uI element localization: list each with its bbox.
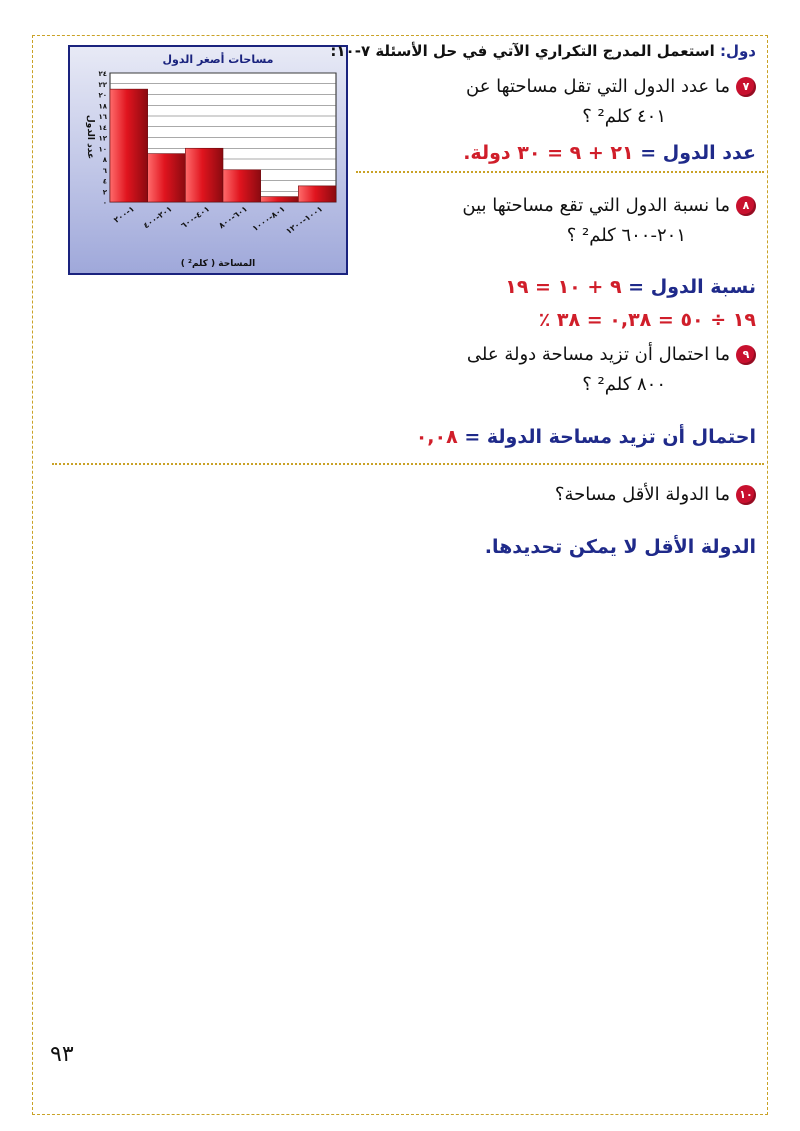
chart-title: مساحات أصغر الدول xyxy=(162,53,274,66)
question-9 xyxy=(467,340,756,400)
bar xyxy=(261,197,299,202)
page-number: ٩٣ xyxy=(50,1042,74,1067)
x-tick-label: ٨٠١-١٠٠٠ xyxy=(250,204,287,234)
y-axis-label: عدد الدول xyxy=(85,114,95,160)
question-7-line1: ما عدد الدول التي تقل مساحتها عن xyxy=(466,76,730,97)
histogram-svg xyxy=(68,45,348,275)
separator-2 xyxy=(52,463,764,465)
bar xyxy=(110,89,148,202)
question-9-badge: ٩ xyxy=(736,345,756,365)
answer-8-b: ١٩ ÷ ٥٠ = ٠,٣٨ = ٣٨ ٪ xyxy=(538,309,756,331)
separator-1 xyxy=(356,171,764,173)
y-tick-label: ١٠ xyxy=(98,145,107,154)
question-7 xyxy=(466,72,756,132)
question-9-line2: ٨٠٠ كلم² ؟ xyxy=(582,374,666,395)
question-10-line1: ما الدولة الأقل مساحة؟ xyxy=(554,484,730,505)
question-8-line2: ٢٠١-٦٠٠ كلم² ؟ xyxy=(566,225,686,246)
question-8 xyxy=(462,191,756,251)
answer-8-lead: نسبة الدول = xyxy=(628,276,756,298)
y-tick-label: ٢٠ xyxy=(98,91,107,100)
y-tick-label: ٤ xyxy=(102,177,107,186)
x-axis-label: المساحة ( كلم² ) xyxy=(180,259,256,269)
question-9-line1: ما احتمال أن تزيد مساحة دولة على xyxy=(466,344,730,365)
question-7-line2: ٤٠١ كلم² ؟ xyxy=(582,106,666,127)
question-7-badge: ٧ xyxy=(736,77,756,97)
bar xyxy=(298,186,336,202)
answer-7-calc: ٢١ + ٩ = ٣٠ دولة. xyxy=(463,142,634,164)
y-tick-label: ٢٤ xyxy=(98,70,107,78)
y-tick-label: ١٨ xyxy=(98,102,107,111)
intro-label: دول: xyxy=(719,42,756,60)
x-tick-label: ٤٠١-٦٠٠ xyxy=(179,204,212,231)
question-8-line1: ما نسبة الدول التي تقع مساحتها بين xyxy=(462,195,730,216)
y-tick-label: ٦ xyxy=(102,166,107,175)
answer-7 xyxy=(463,142,756,164)
x-tick-label: ١-٢٠٠ xyxy=(112,204,136,225)
y-tick-label: ١٢ xyxy=(98,134,107,143)
y-tick-label: ١٤ xyxy=(98,123,107,132)
bar xyxy=(148,154,186,202)
answer-8-calc: ٩ + ١٠ = ١٩ xyxy=(505,276,622,298)
y-tick-label: ١٦ xyxy=(98,113,107,121)
question-10-badge: ١٠ xyxy=(736,485,756,505)
intro-line xyxy=(330,42,756,60)
question-8-badge: ٨ xyxy=(736,196,756,216)
y-tick-label: ٠ xyxy=(102,199,107,207)
x-tick-label: ٦٠١-٨٠٠ xyxy=(217,204,249,231)
x-tick-label: ٢٠١-٤٠٠ xyxy=(141,204,174,231)
y-tick-label: ٢٢ xyxy=(98,80,107,89)
answer-9-calc: ٠,٠٨ xyxy=(415,426,458,448)
answer-9 xyxy=(416,426,756,448)
bar xyxy=(185,148,223,202)
answer-7-lead: عدد الدول = xyxy=(640,142,756,164)
x-tick-label: ١٠٠١-١٢٠٠ xyxy=(284,204,325,236)
answer-10: الدولة الأقل لا يمكن تحديدها. xyxy=(484,536,756,558)
intro-text: استعمل المدرج التكراري الآتي في حل الأسئلة ٧-١٠: xyxy=(330,42,715,60)
question-10 xyxy=(555,480,756,510)
answer-9-lead: احتمال أن تزيد مساحة الدولة = xyxy=(464,426,756,448)
histogram-chart xyxy=(68,45,348,275)
y-tick-label: ٢ xyxy=(102,188,107,197)
answer-8-a xyxy=(505,276,756,298)
y-tick-label: ٨ xyxy=(102,156,107,164)
bar xyxy=(223,170,261,202)
